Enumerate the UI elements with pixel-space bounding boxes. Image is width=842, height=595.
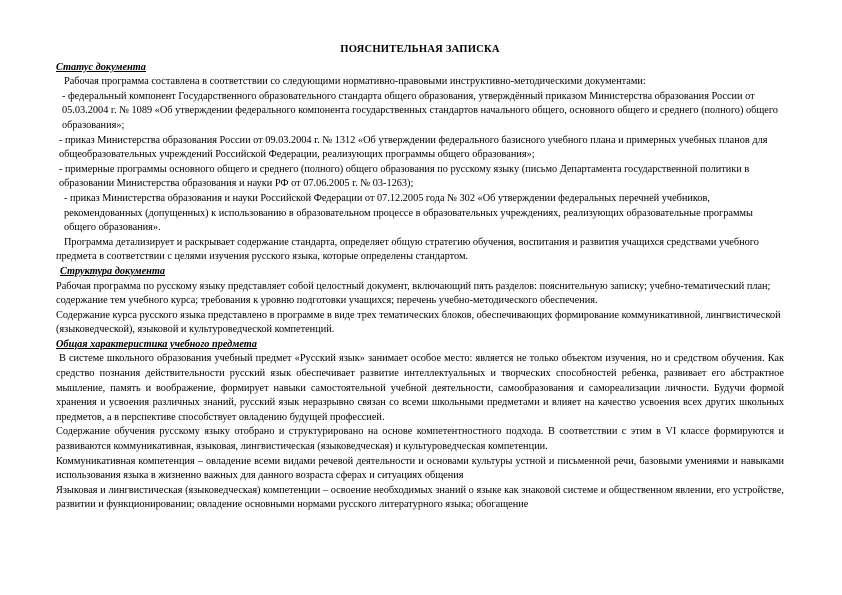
page-title: ПОЯСНИТЕЛЬНАЯ ЗАПИСКА <box>340 44 500 55</box>
general-paragraph-role: В системе школьного образования учебный предмет «Русский язык» занимает особое место: является не только объектом изучения, но и средством обучения. Как средство познания действительности русский язык обеспечивает развитие интеллектуальных и творческих способностей ребенка, развивает его абстрактное мышление, память и воображение, формирует навыки самостоятельной учебной деятельности, самообразования и самореализации личности. Будучи формой хранения и усвоения различных знаний, русский язык неразрывно связан со всеми школьными предметами и влияет на качество усвоения всех других школьных предметов, а в перспективе способствует овладению будущей профессией. <box>56 353 784 423</box>
status-item-programs: - примерные программы основного общего и среднего (полного) общего образования по русскому языку (письмо Департамента государственной политики в образовании Министерства образования и науки РФ от 07.06.2005 г. № 03-1263); <box>59 163 750 190</box>
general-paragraph-linguistic: Языковая и лингвистическая (языковедческая) компетенции – освоение необходимых знаний о языке как знаковой системе и общественном явлении, его устройстве, развитии и функционировании; овладение основными нормами русского литературного языка; обогащение <box>56 484 784 511</box>
status-item-order-1312: - приказ Министерства образования России от 09.03.2004 г. № 1312 «Об утверждении федерального базисного учебного плана и примерных учебных планов для общеобразовательных учреждений Российской Федерации, реализующих программы общего образования»; <box>59 134 768 161</box>
general-paragraph-competences: Содержание обучения русскому языку отобрано и структурировано на основе компетентностного подхода. В соответствии с этим в VI классе формируются и развиваются коммуникативная, языковая, лингвистическая (языковедческая) и культуроведческая компетенции. <box>56 426 784 453</box>
heading-status: Статус документа <box>56 61 146 73</box>
structure-paragraph-sections: Рабочая программа по русскому языку представляет собой целостный документ, включающий пять разделов: пояснительную записку; учебно-тематический план; содержание тем учебного курса; требования к уровню подготовки учащихся; перечень учебно-методического обеспечения. <box>56 280 771 307</box>
general-paragraph-communicative: Коммуникативная компетенция – овладение всеми видами речевой деятельности и основами культуры устной и письменной речи, базовыми умениями и навыками использования языка в жизненно важных для данного возраста сферах и ситуациях общения <box>56 455 784 482</box>
heading-structure: Структура документа <box>60 265 166 277</box>
status-item-standard: - федеральный компонент Государственного образовательного стандарта общего образования, утверждённый приказом Министерства образования России от 05.03.2004 г. № 1089 «Об утверждении федерального компонента государственных стандартов начального общего, основного общего и среднего (полного) общего образования»; <box>62 90 778 131</box>
status-paragraph-intro: Рабочая программа составлена в соответствии со следующими нормативно-правовыми инструктивно-методическими документами: <box>64 76 646 88</box>
status-item-order-302: - приказ Министерства образования и науки Российской Федерации от 07.12.2005 года № 302 «Об утверждении федеральных перечней учебников, рекомендованных (допущенных) к использованию в образовательном процессе в образовательных учреждениях, реализующих образовательные программы общего образования». <box>64 192 753 234</box>
heading-general: Общая характеристика учебного предмета <box>56 338 257 350</box>
structure-paragraph-blocks: Содержание курса русского языка представлено в программе в виде трех тематических блоков, обеспечивающих формирование коммуникативной, лингвистической (языковедческой), языковой и культуроведческой компетенций. <box>56 309 781 336</box>
status-paragraph-details: Программа детализирует и раскрывает содержание стандарта, определяет общую стратегию обучения, воспитания и развития учащихся средствами учебного предмета в соответствии с целями изучения русского языка, которые определены стандартом. <box>56 236 759 263</box>
